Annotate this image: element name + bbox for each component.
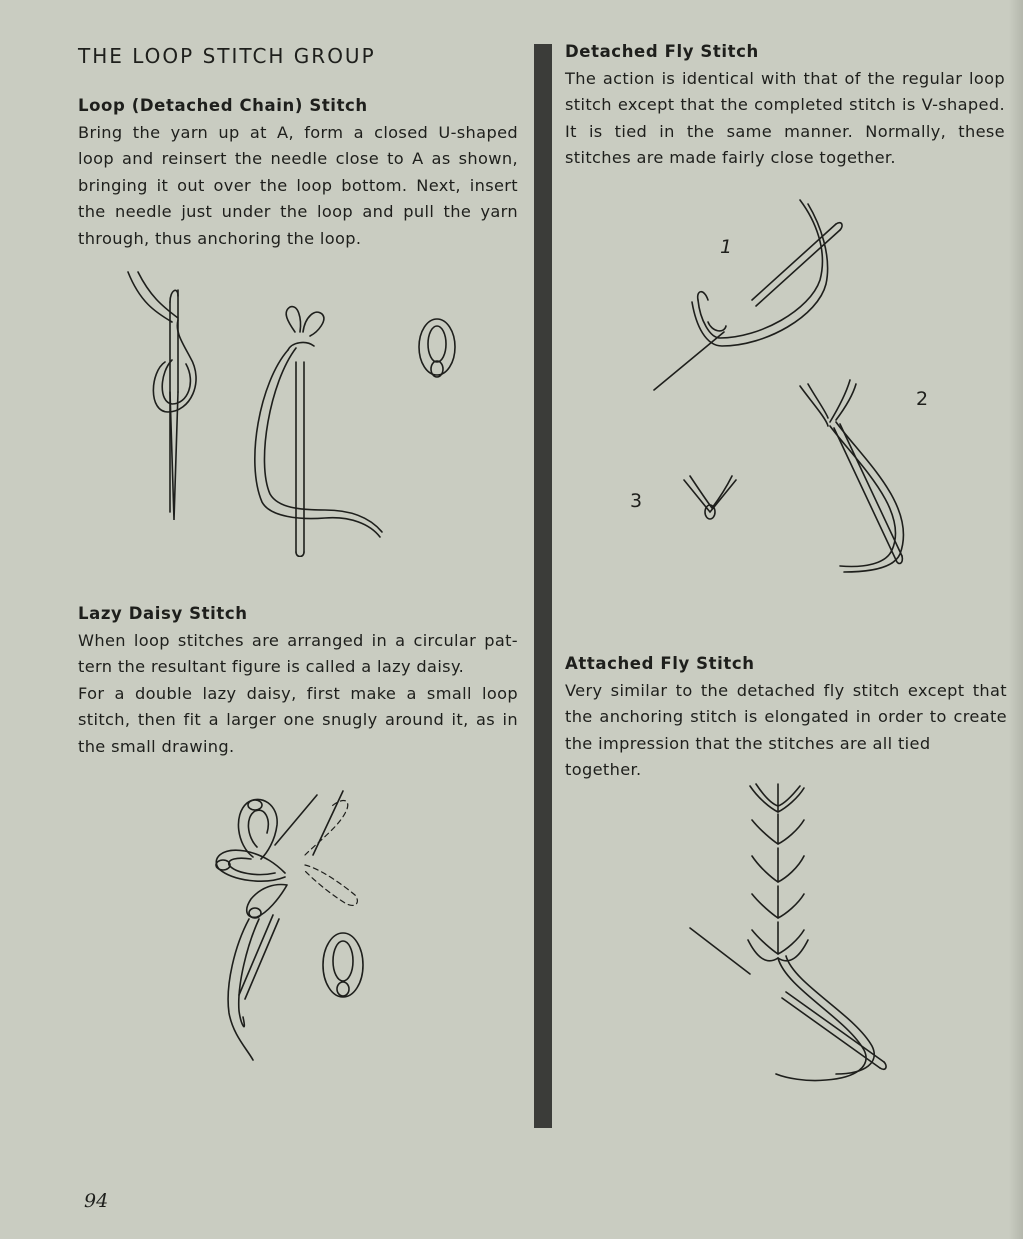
text-line: stitch except that the completed stitch is V-shaped. bbox=[565, 95, 1005, 115]
text-line: through, thus anchoring the loop. bbox=[78, 228, 362, 248]
detached-fly-heading: Detached Fly Stitch bbox=[565, 42, 759, 61]
text-line: It is tied in the same manner. Normally, these bbox=[565, 121, 1005, 141]
attached-fly-text bbox=[565, 678, 1007, 784]
text-line: loop and reinsert the needle close to A as shown, bbox=[78, 149, 518, 169]
attached-fly-illustration bbox=[686, 778, 896, 1088]
page-title: THE LOOP STITCH GROUP bbox=[78, 44, 376, 68]
text-line: the anchoring stitch is elongated in order to create bbox=[565, 707, 1007, 727]
detached-fly-illustration bbox=[640, 190, 940, 590]
text-line: the small drawing. bbox=[78, 736, 235, 756]
loop-stitch-text bbox=[78, 120, 518, 252]
text-line: tern the resultant figure is called a lazy daisy. bbox=[78, 657, 465, 677]
page-edge bbox=[1009, 0, 1023, 1239]
text-line: Bring the yarn up at A, form a closed U-shaped bbox=[78, 123, 518, 142]
figure-label-2: 2 bbox=[916, 388, 929, 410]
loop-stitch-illustration bbox=[110, 262, 490, 557]
lazy-daisy-text bbox=[78, 628, 518, 760]
text-line: Very similar to the detached fly stitch except that bbox=[565, 681, 1007, 700]
text-line: the needle just under the loop and pull the yarn bbox=[78, 202, 518, 222]
text-line: The action is identical with that of the regular loop bbox=[565, 69, 1005, 88]
loop-stitch-heading: Loop (Detached Chain) Stitch bbox=[78, 96, 368, 115]
text-line: When loop stitches are arranged in a circular pat- bbox=[78, 631, 518, 650]
text-line: For a double lazy daisy, first make a small loop bbox=[78, 683, 518, 703]
column-divider bbox=[534, 44, 552, 1128]
attached-fly-heading: Attached Fly Stitch bbox=[565, 654, 755, 673]
text-line: bringing it out over the loop bottom. Next, insert bbox=[78, 175, 518, 195]
text-line: the impression that the stitches are all tied together. bbox=[565, 733, 931, 780]
figure-label-3: 3 bbox=[630, 490, 643, 512]
text-line: stitch, then fit a larger one snugly around it, as in bbox=[78, 710, 518, 730]
lazy-daisy-illustration bbox=[205, 785, 380, 1065]
detached-fly-text bbox=[565, 66, 1005, 172]
figure-label-1: 1 bbox=[720, 236, 733, 258]
page-number: 94 bbox=[84, 1190, 109, 1212]
lazy-daisy-heading: Lazy Daisy Stitch bbox=[78, 604, 248, 623]
text-line: stitches are made fairly close together. bbox=[565, 148, 896, 168]
